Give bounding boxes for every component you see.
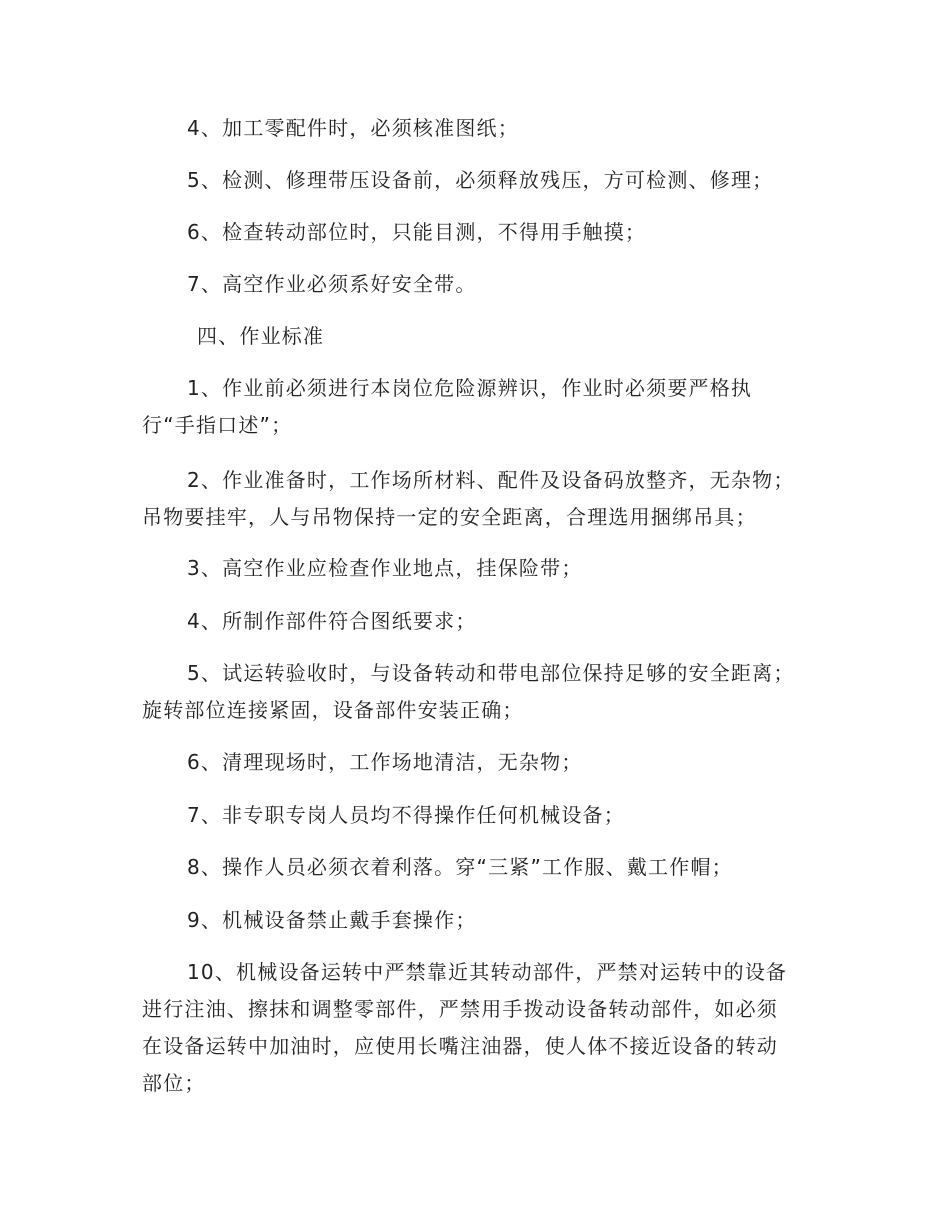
paragraph-standard-4: 4、所制作部件符合图纸要求；: [187, 609, 477, 633]
paragraph-standard-6: 6、清理现场时，工作场地清洁，无杂物；: [187, 750, 583, 774]
section-heading-work-standards: 四、作业标准: [197, 324, 325, 348]
paragraph-item-7-safety-belt: 7、高空作业必须系好安全带。: [187, 272, 477, 296]
paragraph-standard-8: 8、操作人员必须衣着利落。穿“三紧”工作服、戴工作帽；: [187, 855, 733, 879]
paragraph-standard-5: 5、试运转验收时，与设备转动和带电部位保持足够的安全距离； 旋转部位连接紧固，设备部件安装正确；: [142, 661, 795, 722]
paragraph-standard-1: 1、作业前必须进行本岗位危险源辨识，作业时必须要严格执 行“手指口述”；: [142, 376, 753, 437]
paragraph-standard-7: 7、非专职专岗人员均不得操作任何机械设备；: [187, 803, 625, 827]
paragraph-standard-10: 10、机械设备运转中严禁靠近其转动部件，严禁对运转中的设备 进行注油、擦抹和调整零部件，严禁用手拨动设备转动部件，如必须 在设备运转中加油时，应使用长嘴注油器，使人体不接近设备的转动 部位；: [142, 960, 788, 1095]
paragraph-standard-9: 9、机械设备禁止戴手套操作；: [187, 908, 477, 932]
paragraph-item-5-pressure: 5、检测、修理带压设备前，必须释放残压，方可检测、修理；: [187, 168, 774, 192]
paragraph-item-6-rotating: 6、检查转动部位时，只能目测，不得用手触摸；: [187, 220, 647, 244]
paragraph-standard-3: 3、高空作业应检查作业地点，挂保险带；: [187, 556, 583, 580]
paragraph-item-4-drawings: 4、加工零配件时，必须核准图纸；: [187, 116, 519, 140]
paragraph-standard-2: 2、作业准备时，工作场所材料、配件及设备码放整齐，无杂物； 吊物要挂牢，人与吊物保持一定的安全距离，合理选用捆绑吊具；: [142, 468, 795, 529]
